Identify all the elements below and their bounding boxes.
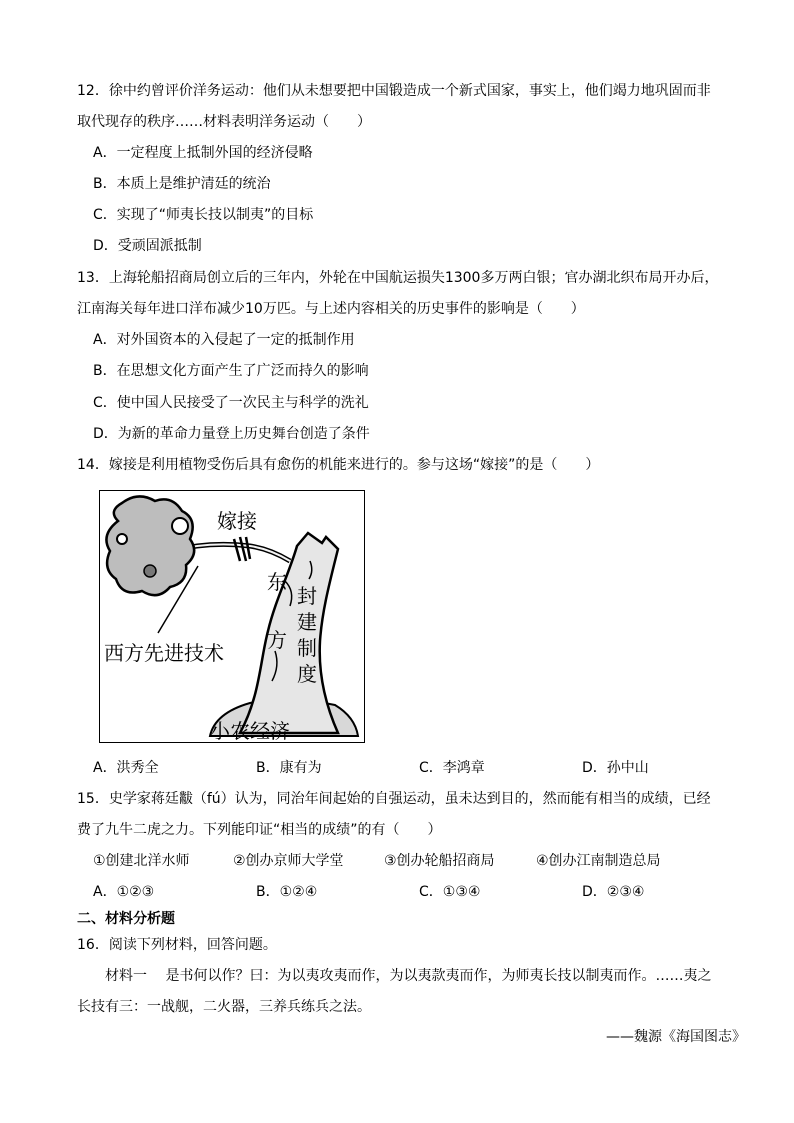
feudal-char-4: 度 xyxy=(297,662,317,686)
q13-option-d: D．为新的革命力量登上历史舞台创造了条件 xyxy=(93,426,370,442)
grafting-illustration xyxy=(99,490,365,743)
q14-option-a: A．洪秀全 xyxy=(93,760,159,776)
q15-item-1: ①创建北洋水师 xyxy=(93,853,190,869)
q16-stem: 16．阅读下列材料，回答问题。 xyxy=(77,937,277,953)
q13-stem-line1: 13．上海轮船招商局创立后的三年内，外轮在中国航运损失1300多万两白银；官办湖北织布局开办后， xyxy=(77,270,719,286)
q14-stem: 14．嫁接是利用植物受伤后具有愈伤的机能来进行的。参与这场“嫁接”的是（ ） xyxy=(77,457,600,473)
section-heading: 二、材料分析题 xyxy=(77,911,175,927)
q12-stem-line1: 12．徐中约曾评价洋务运动：他们从未想要把中国锻造成一个新式国家，事实上，他们竭力地巩固而非 xyxy=(77,83,711,99)
q15-option-d: D．②③④ xyxy=(582,884,645,900)
q15-option-a: A．①②③ xyxy=(93,884,155,900)
graft-label: 嫁接 xyxy=(217,509,257,533)
feudal-char-3: 制 xyxy=(297,636,317,660)
q16-material-source: ——魏源《海国图志》 xyxy=(606,1029,746,1045)
q15-option-c: C．①③④ xyxy=(419,884,481,900)
q15-item-4: ④创办江南制造总局 xyxy=(536,853,661,869)
q15-option-b: B．①②④ xyxy=(256,884,318,900)
q12-option-c: C．实现了“师夷长技以制夷”的目标 xyxy=(93,207,314,223)
east-char-2: 方 xyxy=(267,628,287,652)
q14-option-c: C．李鸿章 xyxy=(419,760,485,776)
q12-option-b: B．本质上是维护清廷的统治 xyxy=(93,176,271,192)
q15-item-3: ③创办轮船招商局 xyxy=(384,853,495,869)
q13-option-c: C．使中国人民接受了一次民主与科学的洗礼 xyxy=(93,395,369,411)
feudal-char-2: 建 xyxy=(297,610,317,634)
east-char-1: 东 xyxy=(267,570,287,594)
q13-stem-line2: 江南海关每年进口洋布减少10万匹。与上述内容相关的历史事件的影响是（ ） xyxy=(77,301,585,317)
q12-option-a: A．一定程度上抵制外国的经济侵略 xyxy=(93,145,313,161)
q12-option-d: D．受顽固派抵制 xyxy=(93,238,202,254)
q14-option-b: B．康有为 xyxy=(256,760,322,776)
q12-stem-line2: 取代现存的秩序……材料表明洋务运动（ ） xyxy=(77,114,371,130)
q16-material-line1: 材料一 是书何以作？曰：为以夷攻夷而作，为以夷款夷而作，为师夷长技以制夷而作。……夷之 xyxy=(105,968,712,984)
q16-material-line2: 长技有三：一战舰，二火器，三养兵练兵之法。 xyxy=(77,999,371,1015)
small-peasant-economy-label: 小农经济 xyxy=(210,719,290,743)
western-technology-label: 西方先进技术 xyxy=(104,641,224,665)
q13-option-b: B．在思想文化方面产生了广泛而持久的影响 xyxy=(93,363,369,379)
q15-stem-line1: 15．史学家蒋廷黻（fú）认为，同治年间起始的自强运动，虽未达到目的，然而能有相当的成绩，已经 xyxy=(77,791,711,807)
q15-item-2: ②创办京师大学堂 xyxy=(233,853,344,869)
q14-option-d: D．孙中山 xyxy=(582,760,649,776)
q15-stem-line2: 费了九牛二虎之力。下列能印证“相当的成绩”的有（ ） xyxy=(77,822,442,838)
feudal-char-1: 封 xyxy=(297,584,317,608)
q13-option-a: A．对外国资本的入侵起了一定的抵制作用 xyxy=(93,332,355,348)
